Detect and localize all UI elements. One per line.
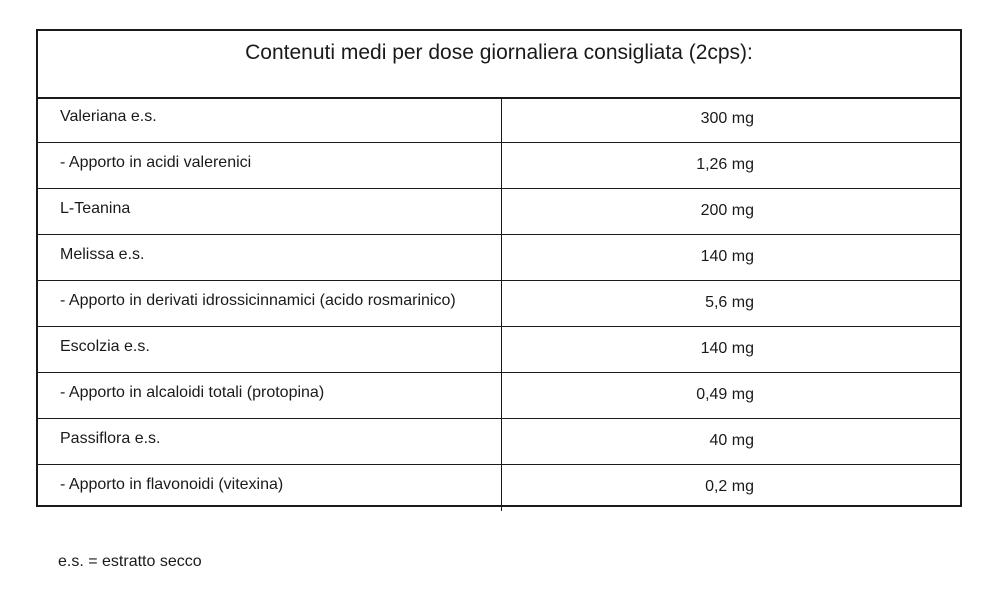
ingredient-name: Escolzia e.s. [38,327,502,372]
ingredient-amount: 1,26 mg [696,156,754,173]
ingredient-name: Passiflora e.s. [38,419,502,464]
table-row [38,281,960,327]
table-row [38,373,960,419]
ingredient-name: Melissa e.s. [38,235,502,280]
ingredient-amount: 0,49 mg [696,386,754,403]
table-row [38,419,960,465]
nutrition-table [36,29,962,507]
ingredient-name: Valeriana e.s. [38,97,502,142]
ingredient-amount: 5,6 mg [705,294,754,311]
ingredient-name: - Apporto in alcaloidi totali (protopina) [38,373,502,418]
ingredient-amount: 140 mg [700,248,754,265]
table-row [38,327,960,373]
ingredient-name: - Apporto in flavonoidi (vitexina) [38,465,502,511]
ingredient-name: L-Teanina [38,189,502,234]
ingredient-amount: 0,2 mg [705,478,754,495]
table-row [38,143,960,189]
table-row [38,235,960,281]
table-row [38,97,960,143]
ingredient-amount: 140 mg [700,340,754,357]
table-row [38,189,960,235]
ingredient-name: - Apporto in acidi valerenici [38,143,502,188]
ingredient-amount: 40 mg [709,432,754,449]
ingredient-amount: 200 mg [700,202,754,219]
ingredient-name: - Apporto in derivati idrossicinnamici (acido rosmarinico) [38,281,502,326]
table-row [38,465,960,511]
table-body [38,97,960,511]
ingredient-amount: 300 mg [700,110,754,127]
footnote: e.s. = estratto secco [58,553,202,570]
table-title: Contenuti medi per dose giornaliera consigliata (2cps): [38,31,960,99]
